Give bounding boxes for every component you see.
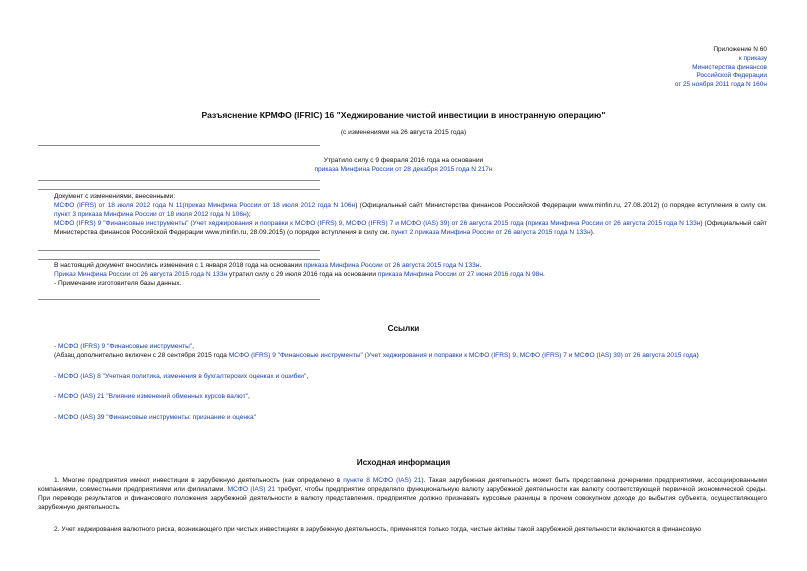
change-text: ). [590,228,595,236]
note-link[interactable]: приказа Минфина России от 27 июня 2016 года N 98н [377,270,543,278]
reference-text: , [306,373,309,380]
note-line: - Примечание изготовителя базы данных. [54,279,182,287]
reference-item [54,393,767,402]
note-text: . [479,262,482,269]
appendix-link[interactable]: Российской Федерации [696,72,767,80]
reference-link[interactable]: - МСФО (IFRS) 9 "Финансовые инструменты" [54,343,193,350]
document-title: Разъяснение КРМФО (IFRIC) 16 "Хеджирование чистой инвестиции в иностранную операцию" [201,110,606,120]
expired-notice [0,157,807,175]
change-text: ); [246,210,251,218]
change-link[interactable]: приказ Минфина России от 18 июля 2012 года N 106н [184,201,356,209]
reference-link[interactable]: - МСФО (IAS) 21 "Влияние изменений обменных курсов валют" [54,393,248,400]
change-link[interactable]: МСФО (IFRS) от 18 июля 2012 года N 11( [54,201,185,209]
appendix-line: Приложение N 60 [713,46,767,53]
paragraph-text: требует, чтобы предприятие определяло функциональную валюту зарубежной деятельности как валюту соответствующей первичной экономической среды. При переводе результатов и финансового положения зарубежной деятельности в валюту представления, предприятие должно признавать курсовые разницы в прочем совокупном доходе до выбытия субъекта, осуществляющего зарубежную деятельность. [38,485,767,511]
reference-link[interactable]: - МСФО (IAS) 39 "Финансовые инструменты: признание и оценка" [54,414,257,421]
reference-link[interactable]: - МСФО (IAS) 8 "Учетная политика, изменения в бухгалтерских оценках и ошибки" [54,373,307,380]
note-link[interactable]: приказа Минфина России от 26 августа 2015 года N 133н [303,262,480,269]
change-text: (Официальный сайт Министерства финансов Российской Федерации www.minfin.ru, 28.09.2015) (о порядке вступления в силу см. [54,219,768,236]
note-line [38,262,767,271]
note-text: . [543,270,545,278]
links-section-title: Ссылки [387,324,420,333]
changes-heading: Документ с изменениями, внесенными: [54,193,176,200]
note-text: утратил силу с 29 июля 2016 года на основании [229,270,377,278]
reference-text: ) [696,352,699,359]
expired-link[interactable]: приказа Минфина России от 28 декабря 2015 года N 217н [314,165,493,173]
note-line [38,271,767,280]
paragraph-text: ). Такая зарубежная деятельность может быть представлена дочерними предприятиями, ассоциированными компаниями, совместными предприятиями или филиалами. [38,477,767,493]
paragraph-text: 1. Многие предприятия имеют инвестиции в зарубежную деятельность (как определено в [54,477,341,484]
reference-item [54,373,767,382]
reference-item [54,414,767,423]
divider [38,299,320,300]
changes-block [38,193,767,237]
divider [38,180,320,181]
notes-block [38,262,767,289]
source-section-title: Исходная информация [356,458,451,467]
divider [38,189,320,190]
reference-text: (Абзац дополнительно включен с 28 сентября 2015 года [54,352,227,359]
paragraph-2: 2. Учет хеджирования валютного риска, возникающего при чистых инвестициях в зарубежную деятельность, применятся только тогда, чистые активы такой зарубежной деятельности включаются в финансовую [54,526,701,533]
divider [38,259,320,260]
change-link[interactable]: пункт 3 приказа Минфина России от 18 июля 2012 года N 106н [54,210,247,218]
reference-text: , [247,393,250,400]
reference-item [54,352,767,361]
reference-text: , [192,343,195,350]
change-link[interactable]: приказ Минфина России от 26 августа 2015 года N 133н [527,219,701,227]
expired-line: Утратило силу с 9 февраля 2016 года на основании [323,157,484,164]
divider [38,145,320,146]
note-text: В настоящий документ вносились изменения с 1 января 2018 года на основании [54,262,302,269]
change-text: ) (Официальный сайт Министерства финансов Российской Федерации www.minfin.ru, 27.08.2012) (о порядке вступления в силу см. [355,201,767,209]
appendix-block [675,46,767,90]
appendix-link[interactable]: Министерства финансов [692,63,767,71]
changes-item: МСФО (IFRS) 9 "Финансовые инструменты" (Учет хеджирования и поправки к МСФО (IFRS) 9, МСФО (IFRS) 7 и МСФО (IAS) 39) от 26 августа 2015 года (приказ Минфина России от 26 августа 2015 года N 133н) (Официальный сайт Министерства финансов Российской Федерации www.minfin.ru, 28.09.2015) (о порядке вступления в силу см. пункт 2 приказа Минфина России от 26 августа 2015 года N 133н). [54,219,768,236]
document-subtitle: (с изменениями на 26 августа 2015 года) [340,129,467,136]
paragraph-1 [38,477,767,513]
note-link[interactable]: Приказ Минфина России от 26 августа 2015 года N 133н [54,270,228,278]
reference-item [54,343,767,352]
divider [38,250,320,251]
change-link[interactable]: пункт 2 приказа Минфина России от 26 августа 2015 года N 133н [391,228,591,236]
appendix-link[interactable]: к приказу [738,54,767,62]
change-link[interactable]: МСФО (IFRS) 9 "Финансовые инструменты" (Учет хеджирования и поправки к МСФО (IFRS) 9, МСФО (IFRS) 7 и МСФО (IAS) 39) от 26 августа 2015 года [54,219,524,227]
paragraph-link[interactable]: МСФО (IAS) 21 [227,485,276,493]
appendix-link[interactable]: от 25 ноября 2011 года N 160н [674,81,767,89]
paragraph-link[interactable]: пункте 8 МСФО (IAS) 21 [343,477,422,484]
changes-item [38,202,767,220]
reference-link[interactable]: МСФО (IFRS) 9 "Финансовые инструменты" (Учет хеджирования и поправки к МСФО (IFRS) 9, МСФО (IFRS) 7 и МСФО (IAS) 39) от 26 августа 2015 года [228,352,697,359]
